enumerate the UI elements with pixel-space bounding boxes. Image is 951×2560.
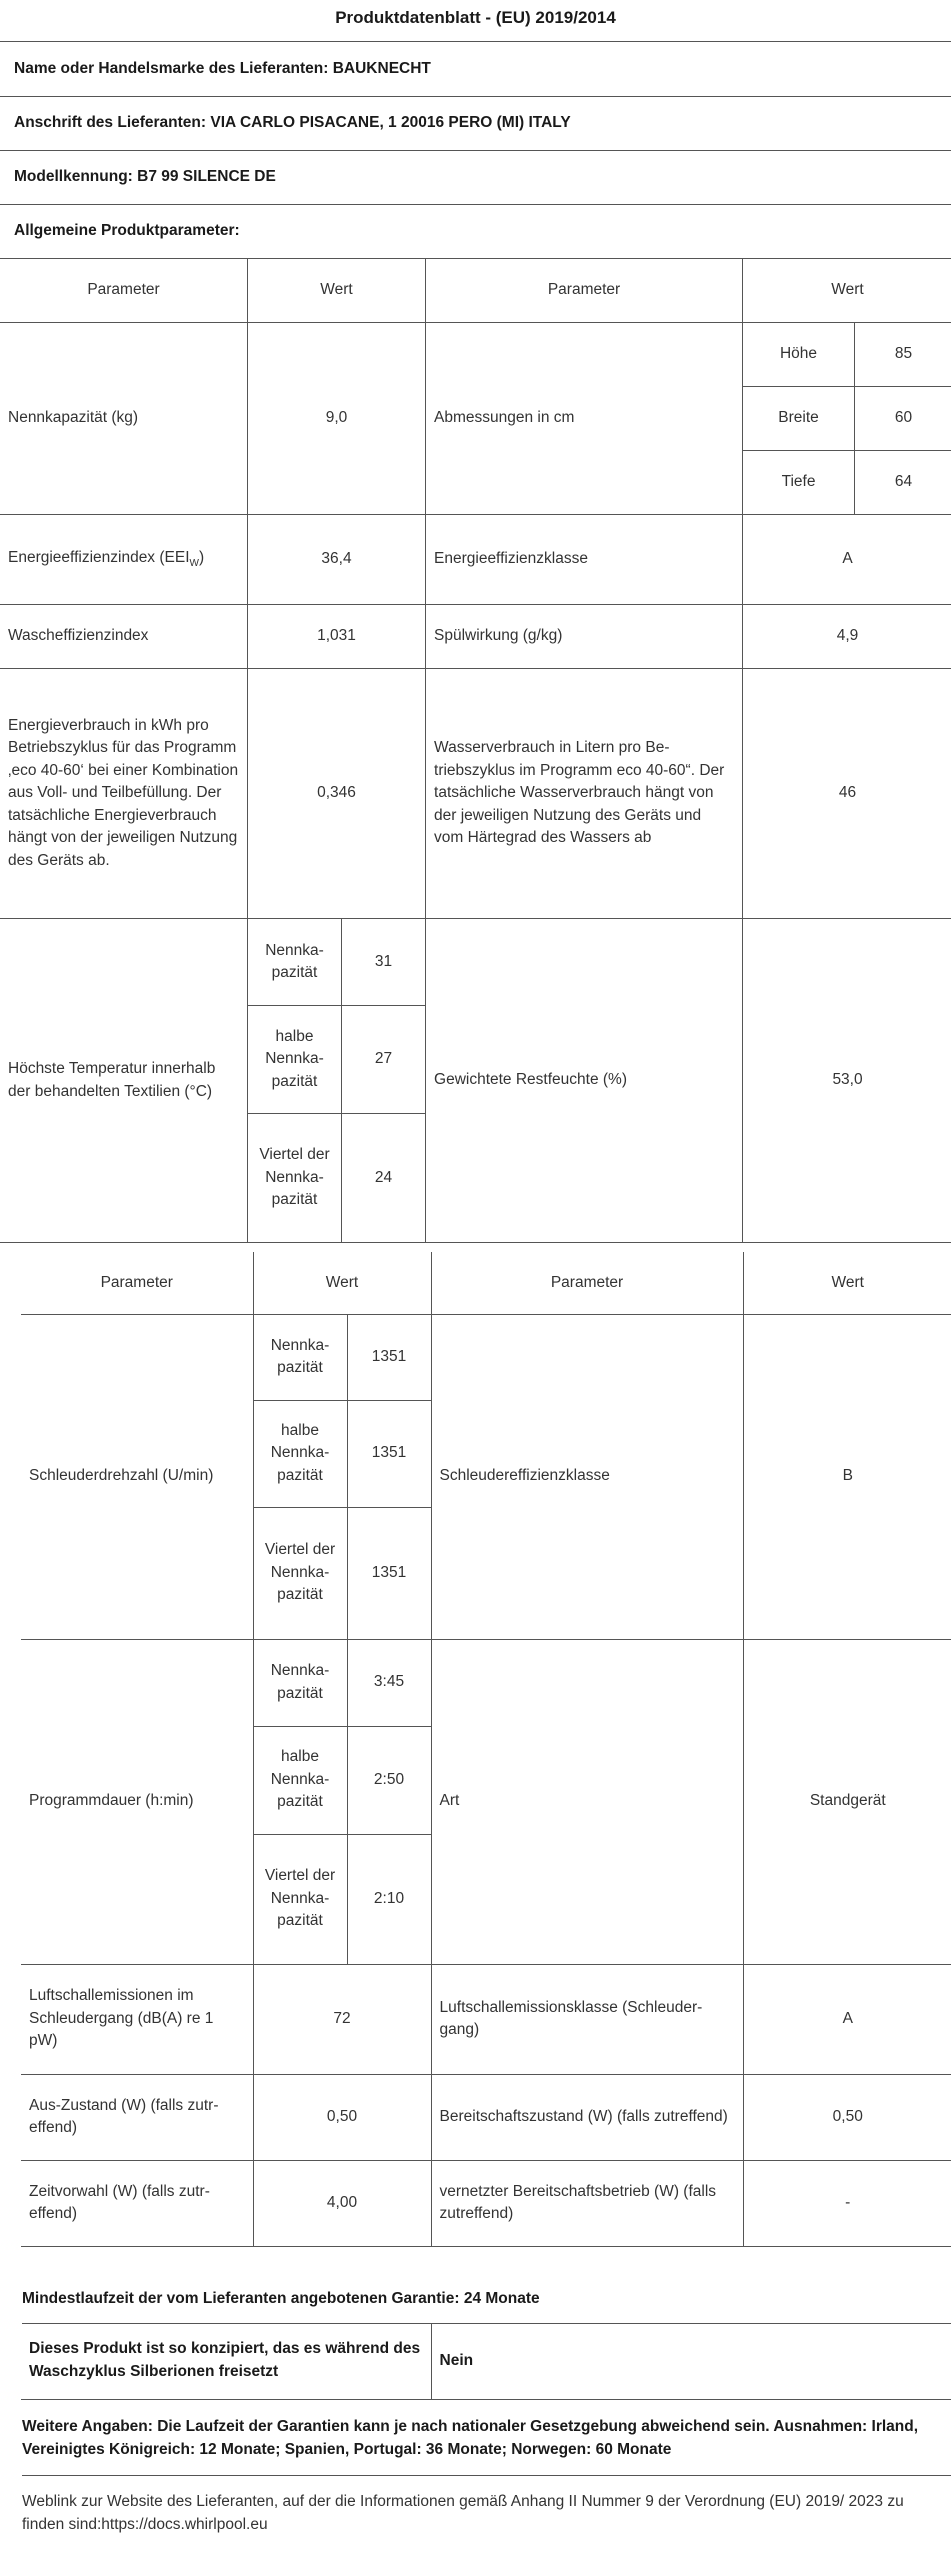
type-label: Art [431,1639,743,1964]
spin-capacity-value: 1351 [347,1314,431,1400]
table-row [0,669,951,919]
supplier-weblink: Weblink zur Website des Lieferanten, auf der die Informationen gemäß Anhang II Nummer 9 der Verordnung (EU) 2019/ 2023 zu finden sind:https://docs.whirlpool.eu [22,2493,904,2534]
warranty-info: Mindestlaufzeit der vom Lieferanten angebotenen Garantie: 24 Monate [22,2290,540,2307]
eei-subscript: W [189,558,199,570]
noise-emission-value: 72 [253,1964,431,2074]
column-header: Wert [248,259,426,323]
divider [0,204,951,205]
table-row [21,1314,951,1400]
remaining-moisture-label: Gewichtete Restfeuchte (%) [426,919,743,1243]
table-row [0,605,951,669]
noise-class-label: Luftschallemissionsklasse (Schleudergang) [431,1964,743,2074]
spin-half-capacity-label: halbe Nennkapazität [253,1400,347,1507]
spin-quarter-capacity-label: Viertel der Nennkapazität [253,1507,347,1639]
energy-consumption-label: Energieverbrauch in kWh pro Betriebszyklus für das Programm ‚eco 40-60‘ bei einer Kombination aus Voll- und Teilbefüllung. Der tatsächliche Energieverbrauch hängt von der jeweiligen Nutzung des Geräts ab. [0,669,248,919]
divider [22,2475,951,2476]
rinsing-effectiveness-label: Spülwirkung (g/kg) [426,605,743,669]
temp-half-capacity-value: 27 [342,1006,426,1114]
temp-capacity-label: Nennkapazität [248,919,342,1006]
duration-quarter-capacity-value: 2:10 [347,1834,431,1964]
column-header: Parameter [426,259,743,323]
dimension-depth-value: 64 [855,451,951,515]
duration-half-capacity-value: 2:50 [347,1726,431,1834]
table-row [21,1639,951,1726]
type-value: Standgerät [743,1639,951,1964]
dimension-depth-label: Tiefe [743,451,855,515]
noise-class-value: A [743,1964,951,2074]
column-header: Parameter [21,1252,253,1314]
networked-standby-label: vernetzter Bereitschaftsbetrieb (W) (falls zutreffend) [431,2160,743,2246]
delay-start-value: 4,00 [253,2160,431,2246]
networked-standby-value: - [743,2160,951,2246]
duration-capacity-value: 3:45 [347,1639,431,1726]
general-parameters-table [0,258,951,1243]
table-row [21,2160,951,2246]
table-row [21,2323,951,2399]
spin-half-capacity-value: 1351 [347,1400,431,1507]
water-consumption-label: Wasserverbrauch in Litern pro Betriebszyklus im Programm eco 40-60“. Der tatsächliche Wasserverbrauch hängt von der jeweiligen Nutzung des Geräts und vom Härtegrad des Wassers ab [426,669,743,919]
supplier-address: Anschrift des Lieferanten: VIA CARLO PISACANE, 1 20016 PERO (MI) ITALY [14,114,571,131]
temp-quarter-capacity-label: Viertel der Nennkapazität [248,1114,342,1243]
page-title: Produktdatenblatt - (EU) 2019/2014 [335,8,616,27]
table-row [0,323,951,387]
temp-capacity-value: 31 [342,919,426,1006]
dimension-width-label: Breite [743,387,855,451]
supplier-name: Name oder Handelsmarke des Lieferanten: BAUKNECHT [14,60,431,77]
table-row [0,919,951,1006]
dimensions-label: Abmessungen in cm [426,323,743,515]
table-header-row [0,259,951,323]
column-header: Parameter [431,1252,743,1314]
column-header: Parameter [0,259,248,323]
table-header-row [21,1252,951,1314]
energy-class-label: Energieeffizienzklasse [426,515,743,605]
column-header: Wert [743,259,951,323]
spin-quarter-capacity-value: 1351 [347,1507,431,1639]
table-row [0,515,951,605]
capacity-value: 9,0 [248,323,426,515]
silver-ion-value: Nein [431,2323,951,2399]
further-information: Weitere Angaben: Die Laufzeit der Garantien kann je nach nationaler Gesetzgebung abweichend sein. Ausnahmen: Irland, Vereinigtes Königreich: 12 Monate; Spanien, Portugal: 36 Monate; Norwegen: 60 Monate [22,2418,919,2459]
capacity-label: Nennkapazität (kg) [0,323,248,515]
washing-efficiency-value: 1,031 [248,605,426,669]
spin-capacity-label: Nennkapazität [253,1314,347,1400]
divider [0,150,951,151]
eei-label-text: Energieeffizienzindex (EEI [8,549,190,567]
off-mode-label: Aus-Zustand (W) (falls zutreffend) [21,2074,253,2160]
spin-class-label: Schleudereffizienzklasse [431,1314,743,1639]
eei-label [0,515,248,605]
delay-start-label: Zeitvorwahl (W) (falls zutreffend) [21,2160,253,2246]
program-duration-label: Programmdauer (h:min) [21,1639,253,1964]
standby-value: 0,50 [743,2074,951,2160]
energy-class-value: A [743,515,951,605]
silver-ion-table [21,2323,951,2400]
table-row [21,2074,951,2160]
off-mode-value: 0,50 [253,2074,431,2160]
general-parameters-heading: Allgemeine Produktparameter: [14,222,240,239]
eei-value: 36,4 [248,515,426,605]
spin-speed-label: Schleuderdrehzahl (U/min) [21,1314,253,1639]
noise-emission-label: Luftschallemissionen im Schleudergang (dB(A) re 1 pW) [21,1964,253,2074]
duration-capacity-label: Nennkapazität [253,1639,347,1726]
rinsing-effectiveness-value: 4,9 [743,605,951,669]
temp-half-capacity-label: halbe Nennkapazität [248,1006,342,1114]
spin-class-value: B [743,1314,951,1639]
spin-and-noise-table [21,1252,951,2247]
standby-label: Bereitschaftszustand (W) (falls zutreffend) [431,2074,743,2160]
washing-efficiency-label: Wascheffizienzindex [0,605,248,669]
dimension-width-value: 60 [855,387,951,451]
dimension-height-label: Höhe [743,323,855,387]
duration-half-capacity-label: halbe Nennkapazität [253,1726,347,1834]
dimension-height-value: 85 [855,323,951,387]
max-temperature-label: Höchste Temperatur innerhalb der behandelten Textilien (°C) [0,919,248,1243]
divider [0,41,951,42]
water-consumption-value: 46 [743,669,951,919]
eei-label-close: ) [198,549,205,567]
model-identifier: Modellkennung: B7 99 SILENCE DE [14,168,276,185]
divider [0,96,951,97]
remaining-moisture-value: 53,0 [743,919,951,1243]
silver-ion-label: Dieses Produkt ist so konzipiert, das es während des Waschzyklus Silberionen freisetzt [21,2323,431,2399]
column-header: Wert [253,1252,431,1314]
table-row [21,1964,951,2074]
energy-consumption-value: 0,346 [248,669,426,919]
duration-quarter-capacity-label: Viertel der Nennkapazität [253,1834,347,1964]
temp-quarter-capacity-value: 24 [342,1114,426,1243]
column-header: Wert [743,1252,951,1314]
